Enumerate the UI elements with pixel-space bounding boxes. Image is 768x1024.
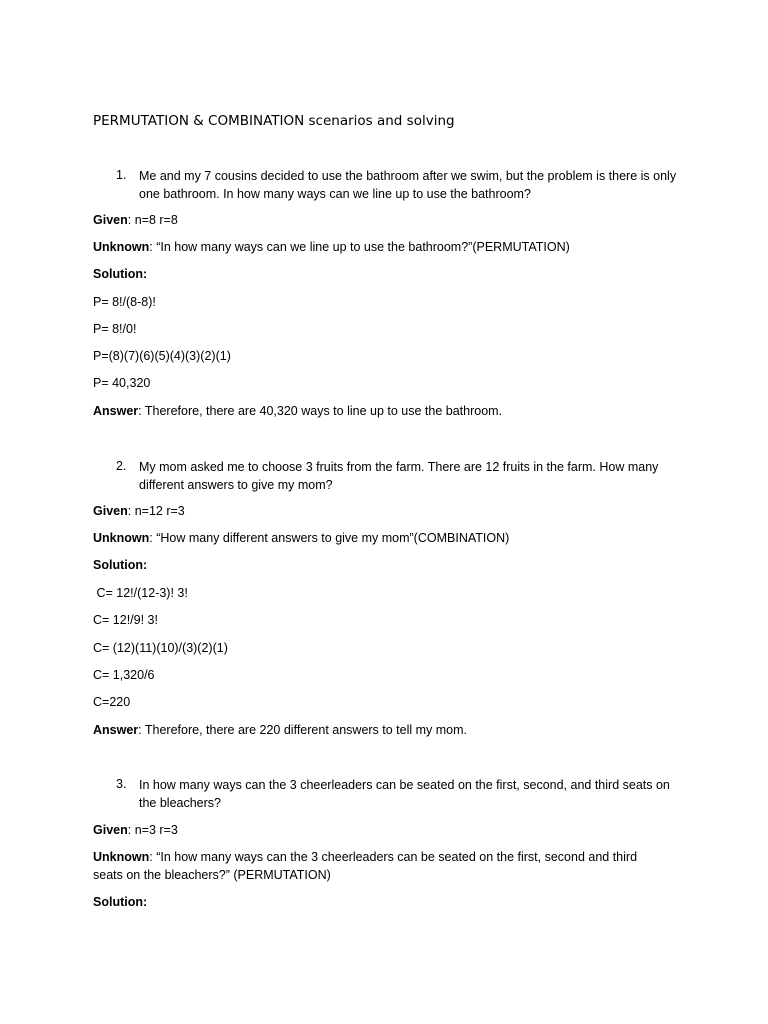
unknown-value: : “In how many ways can we line up to use the bathroom?”(PERMUTATION) <box>149 240 570 254</box>
problem-3-unknown <box>93 850 637 864</box>
problem-1-answer <box>93 404 502 418</box>
problem-2-solution-label <box>93 558 147 572</box>
document-title: PERMUTATION & COMBINATION scenarios and solving <box>93 113 455 129</box>
unknown-label: Unknown <box>93 240 150 254</box>
problem-2-unknown <box>93 531 509 545</box>
question-text: In how many ways can the 3 cheerleaders can be seated on the first, second, and third seats on the bleachers? <box>139 778 670 810</box>
solution-label: Solution <box>93 895 143 909</box>
problem-number: 3. <box>116 777 127 791</box>
given-value: : n=3 r=3 <box>127 823 178 837</box>
unknown-label: Unknown <box>93 850 150 864</box>
solution-step: P= 8!/(8-8)! <box>93 295 156 309</box>
given-label: Given <box>93 504 128 518</box>
solution-colon: : <box>143 267 148 281</box>
solution-label: Solution <box>93 558 143 572</box>
given-label: Given <box>93 823 128 837</box>
problem-number: 2. <box>116 459 127 473</box>
problem-3-given <box>93 823 178 837</box>
solution-step: P= 40,320 <box>93 376 151 390</box>
solution-step: C= 12!/(12-3)! 3! <box>93 586 188 600</box>
solution-label: Solution <box>93 267 143 281</box>
solution-step: P=(8)(7)(6)(5)(4)(3)(2)(1) <box>93 349 231 363</box>
given-value: : n=12 r=3 <box>127 504 185 518</box>
unknown-value: : “In how many ways can the 3 cheerleaders can be seated on the first, second and third <box>149 850 638 864</box>
answer-value: : Therefore, there are 220 different answers to tell my mom. <box>138 723 468 737</box>
question-text: Me and my 7 cousins decided to use the bathroom after we swim, but the problem is there is only one bathroom. In how many ways can we line up to use the bathroom? <box>139 169 677 201</box>
solution-step: C= (12)(11)(10)/(3)(2)(1) <box>93 641 228 655</box>
problem-2-given <box>93 504 185 518</box>
problem-number: 1. <box>116 168 127 182</box>
answer-label: Answer <box>93 723 139 737</box>
problem-2-answer <box>93 723 467 737</box>
solution-step: P= 8!/0! <box>93 322 137 336</box>
answer-value: : Therefore, there are 40,320 ways to line up to use the bathroom. <box>138 404 503 418</box>
unknown-label: Unknown <box>93 531 150 545</box>
problem-1-solution-label <box>93 267 147 281</box>
problem-1-unknown <box>93 240 570 254</box>
solution-colon: : <box>143 895 148 909</box>
solution-step: C= 12!/9! 3! <box>93 613 158 627</box>
given-label: Given <box>93 213 128 227</box>
problem-3-solution-label <box>93 895 147 909</box>
problem-1-given <box>93 213 178 227</box>
given-value: : n=8 r=8 <box>127 213 178 227</box>
problem-3-unknown-continued: seats on the bleachers?” (PERMUTATION) <box>93 868 331 882</box>
answer-label: Answer <box>93 404 139 418</box>
question-text: My mom asked me to choose 3 fruits from the farm. There are 12 fruits in the farm. How many different answers to give my mom? <box>139 460 659 492</box>
solution-step: C= 1,320/6 <box>93 668 155 682</box>
unknown-value: : “How many different answers to give my mom”(COMBINATION) <box>149 531 510 545</box>
solution-step: C=220 <box>93 695 131 709</box>
solution-colon: : <box>143 558 148 572</box>
